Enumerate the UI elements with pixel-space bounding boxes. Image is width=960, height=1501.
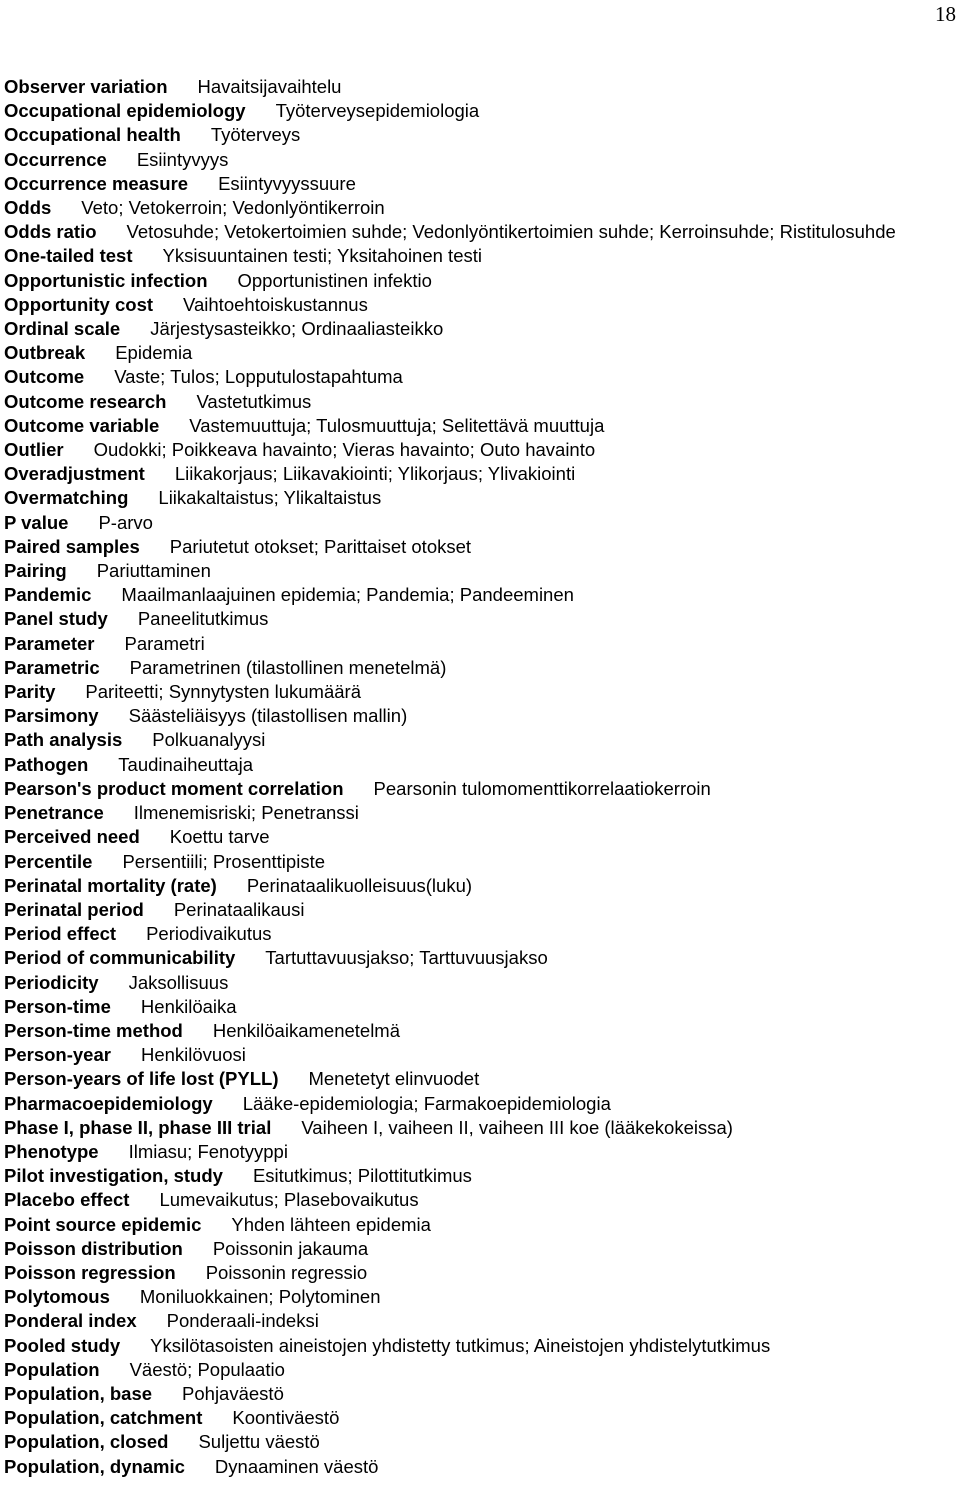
glossary-term: Path analysis bbox=[4, 729, 123, 751]
glossary-entry bbox=[4, 293, 954, 317]
glossary-translation: Pohjaväestö bbox=[182, 1382, 284, 1404]
glossary-translation: Perinataalikausi bbox=[173, 898, 305, 920]
glossary-translation: Periodivaikutus bbox=[146, 923, 272, 945]
glossary-entry bbox=[4, 874, 954, 898]
glossary-translation: Lumevaikutus; Plasebovaikutus bbox=[159, 1189, 419, 1211]
glossary-entry bbox=[4, 99, 954, 123]
glossary-term: Population, closed bbox=[4, 1431, 169, 1453]
glossary-term: Population, catchment bbox=[4, 1407, 203, 1429]
glossary-translation: Perinataalikuolleisuus(luku) bbox=[246, 874, 473, 896]
glossary-term: Person-years of life lost (PYLL) bbox=[4, 1068, 279, 1090]
glossary-term: Poisson regression bbox=[4, 1261, 176, 1283]
glossary-entry bbox=[4, 1430, 954, 1454]
glossary-translation: Henkilöaikamenetelmä bbox=[212, 1019, 401, 1041]
glossary-term: Pilot investigation, study bbox=[4, 1165, 223, 1187]
glossary-term: Outbreak bbox=[4, 342, 86, 364]
glossary-term: Parameter bbox=[4, 632, 95, 654]
glossary-entry bbox=[4, 511, 954, 535]
glossary-term: Population, dynamic bbox=[4, 1455, 185, 1477]
glossary-translation: Taudinaiheuttaja bbox=[118, 753, 254, 775]
glossary-term: Perceived need bbox=[4, 826, 140, 848]
glossary-term: P value bbox=[4, 511, 69, 533]
glossary-term: Parsimony bbox=[4, 705, 99, 727]
glossary-entry bbox=[4, 607, 954, 631]
glossary-entry bbox=[4, 583, 954, 607]
glossary-entry bbox=[4, 1237, 954, 1261]
glossary-translation: Koettu tarve bbox=[169, 826, 270, 848]
glossary-term: Period effect bbox=[4, 923, 117, 945]
glossary-term: Occurrence bbox=[4, 148, 107, 170]
glossary-entry bbox=[4, 148, 954, 172]
glossary-entry bbox=[4, 801, 954, 825]
glossary-term: Outcome bbox=[4, 366, 85, 388]
glossary-entry bbox=[4, 1019, 954, 1043]
glossary-entry bbox=[4, 123, 954, 147]
glossary-entry bbox=[4, 269, 954, 293]
glossary-term: Pairing bbox=[4, 560, 67, 582]
glossary-entry bbox=[4, 1043, 954, 1067]
glossary-term: Phenotype bbox=[4, 1140, 99, 1162]
glossary-translation: Työterveys bbox=[210, 124, 301, 146]
glossary-term: One-tailed test bbox=[4, 245, 133, 267]
glossary-translation: Vaihtoehtoiskustannus bbox=[183, 293, 368, 315]
glossary-term: Population bbox=[4, 1358, 100, 1380]
glossary-entry bbox=[4, 559, 954, 583]
glossary-translation: Menetetyt elinvuodet bbox=[308, 1068, 480, 1090]
glossary-entry bbox=[4, 462, 954, 486]
glossary-entry bbox=[4, 1334, 954, 1358]
glossary-entry bbox=[4, 922, 954, 946]
glossary-translation: Pariutetut otokset; Parittaiset otokset bbox=[169, 535, 472, 557]
glossary-entry bbox=[4, 75, 954, 99]
glossary-translation: Esitutkimus; Pilottitutkimus bbox=[252, 1165, 472, 1187]
glossary-translation: Veto; Vetokerroin; Vedonlyöntikerroin bbox=[81, 197, 385, 219]
glossary-entry bbox=[4, 946, 954, 970]
glossary-entry bbox=[4, 1406, 954, 1430]
glossary-entry bbox=[4, 1285, 954, 1309]
glossary-entry bbox=[4, 1067, 954, 1091]
glossary-translation: Ilmenemisriski; Penetranssi bbox=[133, 802, 359, 824]
glossary-translation: Vaiheen I, vaiheen II, vaiheen III koe (lääkekokeissa) bbox=[301, 1116, 733, 1138]
glossary-entry bbox=[4, 971, 954, 995]
glossary-term: Parity bbox=[4, 681, 56, 703]
glossary-term: Person-year bbox=[4, 1044, 111, 1066]
glossary-entry bbox=[4, 414, 954, 438]
glossary-term: Overmatching bbox=[4, 487, 129, 509]
glossary-translation: Ponderaali-indeksi bbox=[166, 1310, 319, 1332]
glossary-term: Pearson's product moment correlation bbox=[4, 777, 344, 799]
glossary-list bbox=[4, 75, 954, 1479]
glossary-translation: Pariuttaminen bbox=[96, 560, 211, 582]
glossary-translation: Suljettu väestö bbox=[198, 1431, 320, 1453]
glossary-entry bbox=[4, 777, 954, 801]
glossary-term: Odds bbox=[4, 197, 52, 219]
glossary-term: Person-time method bbox=[4, 1019, 183, 1041]
glossary-entry bbox=[4, 1382, 954, 1406]
glossary-entry bbox=[4, 704, 954, 728]
glossary-entry bbox=[4, 1213, 954, 1237]
glossary-term: Perinatal period bbox=[4, 898, 144, 920]
glossary-term: Polytomous bbox=[4, 1286, 110, 1308]
glossary-entry bbox=[4, 365, 954, 389]
glossary-translation: Lääke-epidemiologia; Farmakoepidemiologia bbox=[242, 1092, 611, 1114]
glossary-entry bbox=[4, 1116, 954, 1140]
glossary-entry bbox=[4, 220, 954, 244]
glossary-term: Percentile bbox=[4, 850, 93, 872]
glossary-translation: Koontiväestö bbox=[232, 1407, 340, 1429]
glossary-translation: Parametrinen (tilastollinen menetelmä) bbox=[129, 656, 447, 678]
glossary-translation: Opportunistinen infektio bbox=[237, 269, 432, 291]
glossary-entry bbox=[4, 341, 954, 365]
glossary-translation: Jaksollisuus bbox=[128, 971, 229, 993]
glossary-translation: Yksisuuntainen testi; Yksitahoinen testi bbox=[162, 245, 482, 267]
glossary-entry bbox=[4, 1164, 954, 1188]
glossary-translation: Persentiili; Prosenttipiste bbox=[122, 850, 325, 872]
glossary-entry bbox=[4, 535, 954, 559]
glossary-translation: Vetosuhde; Vetokertoimien suhde; Vedonlyöntikertoimien suhde; Kerroinsuhde; Ristitulosuhde bbox=[126, 221, 896, 243]
glossary-term: Pathogen bbox=[4, 753, 89, 775]
glossary-translation: Parametri bbox=[124, 632, 205, 654]
glossary-entry bbox=[4, 1140, 954, 1164]
glossary-term: Opportunity cost bbox=[4, 293, 154, 315]
glossary-translation: Tartuttavuusjakso; Tarttuvuusjakso bbox=[265, 947, 548, 969]
glossary-entry bbox=[4, 1309, 954, 1333]
glossary-entry bbox=[4, 680, 954, 704]
glossary-term: Paired samples bbox=[4, 535, 140, 557]
glossary-translation: Työterveysepidemiologia bbox=[275, 100, 480, 122]
glossary-term: Phase I, phase II, phase III trial bbox=[4, 1116, 272, 1138]
glossary-entry bbox=[4, 1261, 954, 1285]
glossary-translation: Säästeliäisyys (tilastollisen mallin) bbox=[128, 705, 408, 727]
glossary-term: Observer variation bbox=[4, 76, 168, 97]
glossary-term: Pharmacoepidemiology bbox=[4, 1092, 213, 1114]
glossary-term: Occupational health bbox=[4, 124, 181, 146]
glossary-term: Overadjustment bbox=[4, 463, 145, 485]
glossary-translation: Moniluokkainen; Polytominen bbox=[139, 1286, 381, 1308]
glossary-translation: Vastetutkimus bbox=[196, 390, 312, 412]
glossary-translation: Poissonin jakauma bbox=[212, 1237, 369, 1259]
glossary-translation: Järjestysasteikko; Ordinaaliasteikko bbox=[150, 318, 444, 340]
glossary-translation: Oudokki; Poikkeava havainto; Vieras havainto; Outo havainto bbox=[93, 439, 596, 461]
glossary-term: Person-time bbox=[4, 995, 111, 1017]
glossary-translation: Esiintyvyyssuure bbox=[218, 172, 356, 194]
glossary-term: Occupational epidemiology bbox=[4, 100, 246, 122]
glossary-translation: Maailmanlaajuinen epidemia; Pandemia; Pandeeminen bbox=[121, 584, 574, 606]
glossary-term: Occurrence measure bbox=[4, 172, 189, 194]
glossary-translation: Vaste; Tulos; Lopputulostapahtuma bbox=[114, 366, 403, 388]
glossary-entry bbox=[4, 438, 954, 462]
glossary-entry bbox=[4, 850, 954, 874]
glossary-entry bbox=[4, 728, 954, 752]
glossary-term: Population, base bbox=[4, 1382, 153, 1404]
glossary-term: Period of communicability bbox=[4, 947, 236, 969]
glossary-term: Periodicity bbox=[4, 971, 99, 993]
glossary-entry bbox=[4, 898, 954, 922]
page-number: 18 bbox=[935, 2, 956, 26]
glossary-entry bbox=[4, 1455, 954, 1479]
glossary-entry bbox=[4, 632, 954, 656]
glossary-translation: Ilmiasu; Fenotyyppi bbox=[128, 1140, 288, 1162]
glossary-term: Pooled study bbox=[4, 1334, 121, 1356]
glossary-translation: Väestö; Populaatio bbox=[129, 1358, 285, 1380]
glossary-entry bbox=[4, 244, 954, 268]
glossary-translation: Liikakorjaus; Liikavakiointi; Ylikorjaus; Ylivakiointi bbox=[174, 463, 576, 485]
glossary-translation: P-arvo bbox=[98, 511, 153, 533]
glossary-term: Placebo effect bbox=[4, 1189, 130, 1211]
glossary-term: Opportunistic infection bbox=[4, 269, 208, 291]
glossary-translation: Paneelitutkimus bbox=[137, 608, 269, 630]
glossary-translation: Henkilöaika bbox=[140, 995, 237, 1017]
glossary-term: Panel study bbox=[4, 608, 108, 630]
glossary-term: Odds ratio bbox=[4, 221, 97, 243]
glossary-entry bbox=[4, 1092, 954, 1116]
glossary-entry bbox=[4, 753, 954, 777]
glossary-translation: Esiintyvyys bbox=[136, 148, 229, 170]
glossary-translation: Liikakaltaistus; Ylikaltaistus bbox=[158, 487, 382, 509]
glossary-term: Perinatal mortality (rate) bbox=[4, 874, 217, 896]
glossary-entry bbox=[4, 486, 954, 510]
glossary-entry bbox=[4, 196, 954, 220]
glossary-term: Parametric bbox=[4, 656, 100, 678]
glossary-translation: Henkilövuosi bbox=[140, 1044, 246, 1066]
glossary-entry bbox=[4, 825, 954, 849]
glossary-translation: Polkuanalyysi bbox=[152, 729, 266, 751]
glossary-translation: Pariteetti; Synnytysten lukumäärä bbox=[85, 681, 361, 703]
glossary-entry bbox=[4, 1188, 954, 1212]
glossary-translation: Pearsonin tulomomenttikorrelaatiokerroin bbox=[373, 777, 711, 799]
glossary-translation: Yhden lähteen epidemia bbox=[231, 1213, 431, 1235]
glossary-translation: Vastemuuttuja; Tulosmuuttuja; Selitettävä muuttuja bbox=[189, 414, 605, 436]
glossary-entry bbox=[4, 317, 954, 341]
glossary-term: Ponderal index bbox=[4, 1310, 137, 1332]
glossary-term: Outlier bbox=[4, 439, 64, 461]
glossary-translation: Dynaaminen väestö bbox=[214, 1455, 379, 1477]
glossary-translation: Yksilötasoisten aineistojen yhdistetty tutkimus; Aineistojen yhdistelytutkimus bbox=[150, 1334, 771, 1356]
glossary-entry bbox=[4, 656, 954, 680]
glossary-term: Ordinal scale bbox=[4, 318, 121, 340]
glossary-term: Point source epidemic bbox=[4, 1213, 202, 1235]
glossary-translation: Epidemia bbox=[115, 342, 193, 364]
glossary-entry bbox=[4, 995, 954, 1019]
glossary-term: Penetrance bbox=[4, 802, 104, 824]
glossary-entry bbox=[4, 390, 954, 414]
glossary-term: Poisson distribution bbox=[4, 1237, 183, 1259]
glossary-term: Outcome research bbox=[4, 390, 167, 412]
glossary-entry bbox=[4, 1358, 954, 1382]
glossary-term: Outcome variable bbox=[4, 414, 160, 436]
glossary-translation: Havaitsijavaihtelu bbox=[197, 76, 342, 97]
glossary-translation: Poissonin regressio bbox=[205, 1261, 368, 1283]
glossary-term: Pandemic bbox=[4, 584, 92, 606]
glossary-entry bbox=[4, 172, 954, 196]
